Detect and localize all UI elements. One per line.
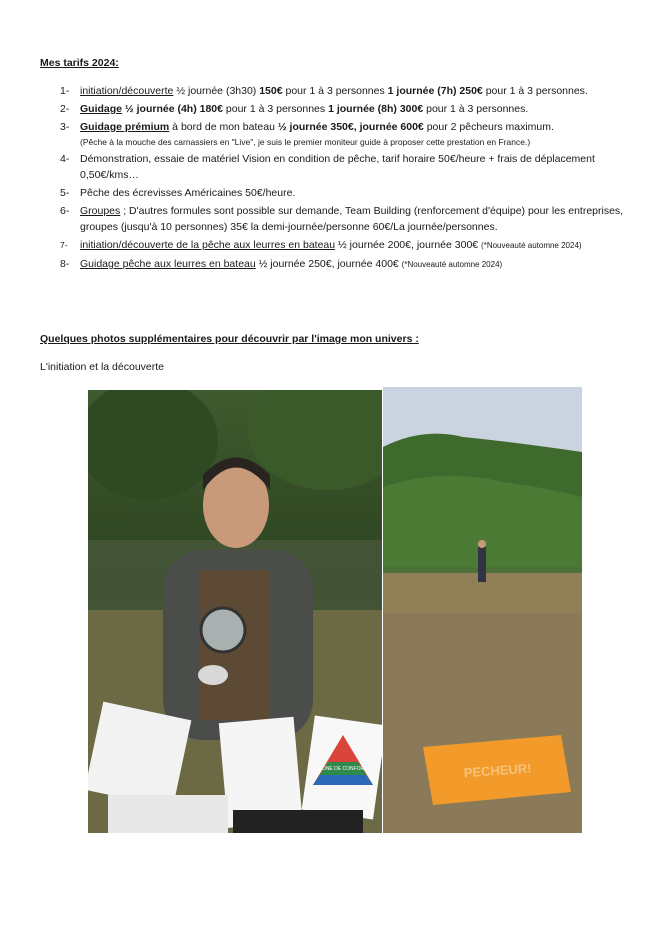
photo-field-illustration [383,387,582,833]
list-item: 5- Pêche des écrevisses Américaines 50€/heure. [60,187,296,199]
list-item: 1- initiation/découverte ½ journée (3h30) 150€ pour 1 à 3 personnes 1 journée (7h) 250€ pour 1 à 3 personnes. [60,85,588,97]
list-item: 8- Guidage pêche aux leurres en bateau ½ journée 250€, journée 400€ (*Nouveauté automne 2024) [60,258,503,270]
bag-label: PECHEUR! [463,760,533,781]
tarifs-list [40,83,640,275]
comfort-zone-label: ZONE DE CONFORT [318,766,368,772]
section-title-photos: Quelques photos supplémentaires pour découvrir par l'image mon univers : [40,333,419,345]
list-item: 6- Groupes ; D'autres formules sont possible sur demande, Team Building (renforcement d'équipe) pour les entreprises, groupes (jusqu'à 10 personnes) 35€ la demi-journée/personne 60€/La journée/personnes. [60,205,624,233]
list-item: 4- Démonstration, essaie de matériel Vision en condition de pêche, tarif horaire 50€/heure + frais de déplacement 0,50€/kms… [60,153,595,181]
list-item: 3- Guidage prémium à bord de mon bateau ½ journée 350€, journée 600€ pour 2 pêcheurs maximum. (Pêche à la mouche des carnassiers en "Live", je suis le premier moniteur guide à proposer cette prestation en France.) [60,121,554,147]
photo-guide-illustration [88,390,382,833]
photo-guide-initiation [88,390,382,833]
list-item: 7- initiation/découverte de la pêche aux leurres en bateau ½ journée 200€, journée 300€ (*Nouveauté automne 2024) [60,239,582,251]
photos-subtitle: L'initiation et la découverte [40,361,165,373]
list-item: 2- Guidage ½ journée (4h) 180€ pour 1 à 3 personnes 1 journée (8h) 300€ pour 1 à 3 personnes. [60,103,529,115]
section-title-tarifs: Mes tarifs 2024: [40,57,119,69]
photo-field-casting [383,387,582,833]
